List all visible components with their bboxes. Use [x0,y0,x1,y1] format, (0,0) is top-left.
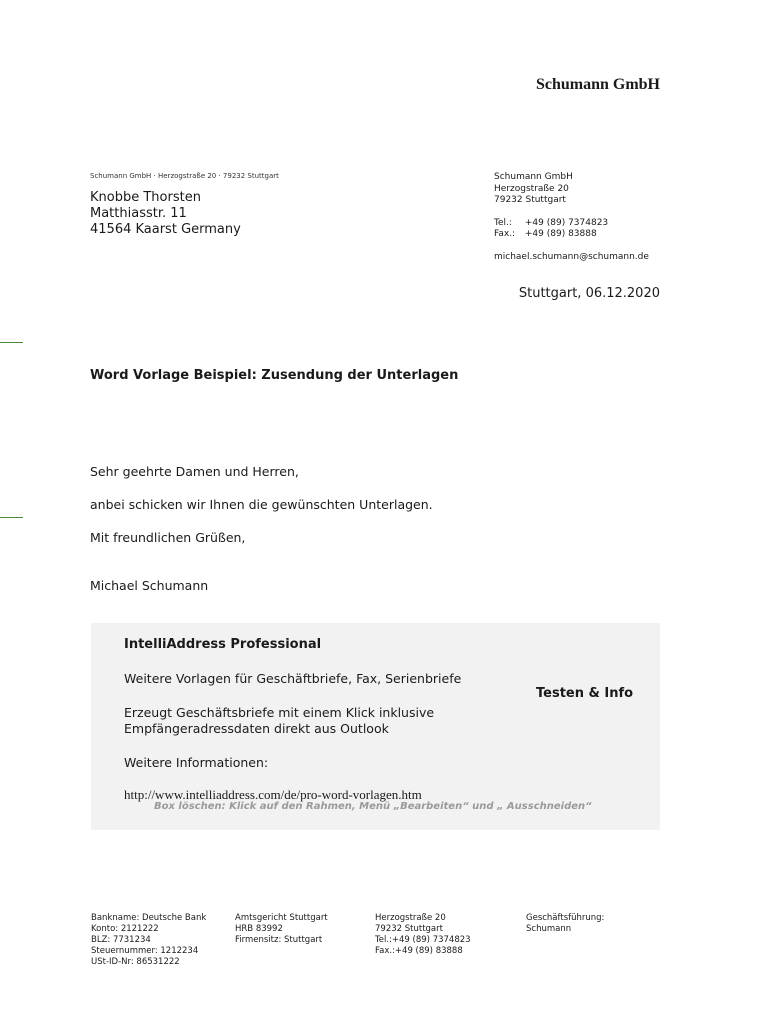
footer-court [235,913,328,946]
recipient-address [90,190,241,238]
letterhead-company: Schumann GmbH [535,76,660,93]
contact-city: 79232 Stuttgart [494,195,566,205]
sender-contact-block [494,172,649,263]
promo-more-info: Weitere Informationen: [124,755,269,770]
footer-bank [91,913,206,968]
body-text: anbei schicken wir Ihnen die gewünschten Unterlagen. [90,497,433,512]
footer-registered-office: Firmensitz: Stuttgart [235,935,323,945]
footer-fax: Fax.:+49 (89) 83888 [375,946,463,956]
promo-line-templates: Weitere Vorlagen für Geschäftbriefe, Fax, Serienbriefe [124,671,462,686]
recipient-street: Matthiasstr. 11 [90,206,187,221]
tel-value: +49 (89) 7374823 [524,217,609,228]
fold-mark-top [0,342,23,343]
footer-city: 79232 Stuttgart [375,924,443,934]
promo-description [124,705,434,737]
salutation: Sehr geehrte Damen und Herren, [90,464,299,479]
footer-address [375,913,471,957]
fold-mark-middle [0,517,23,518]
fax-value: +49 (89) 83888 [524,229,597,239]
signature: Michael Schumann [90,578,209,593]
promo-title: IntelliAddress Professional [124,637,322,652]
promo-description-line-1: Erzeugt Geschäftsbriefe mit einem Klick inklusive [124,705,435,720]
footer-bank-name: Bankname: Deutsche Bank [91,913,207,923]
letter-subject: Word Vorlage Beispiel: Zusendung der Unterlagen [90,368,459,383]
contact-name: Schumann GmbH [494,172,573,182]
footer-management [526,913,604,935]
footer-management-name: Schumann [526,924,572,934]
footer-management-label: Geschäftsführung: [526,913,605,923]
footer-tax-number: Steuernummer: 1212234 [91,946,199,956]
closing: Mit freundlichen Grüßen, [90,530,246,545]
promo-delete-hint: Box löschen: Klick auf den Rahmen, Menü „Bearbeiten“ und „ Ausschneiden“ [154,801,592,812]
footer-bank-blz: BLZ: 7731234 [91,935,151,945]
recipient-city: 41564 Kaarst Germany [90,222,241,237]
promo-link[interactable]: http://www.intelliaddress.com/de/pro-word-vorlagen.htm [124,787,422,802]
contact-street: Herzogstraße 20 [494,183,569,194]
fax-label: Fax.: [494,229,516,239]
promo-description-line-2: Empfängeradressdaten direkt aus Outlook [124,721,389,736]
sender-return-address: Schumann GmbH · Herzogstraße 20 · 79232 Stuttgart [90,172,279,180]
contact-tel [494,218,649,230]
letter-date: Stuttgart, 06.12.2020 [518,286,660,301]
footer-vat-id: USt-ID-Nr: 86531222 [91,957,180,967]
contact-fax [494,229,649,241]
footer-tel: Tel.:+49 (89) 7374823 [375,935,471,945]
test-info-button[interactable]: Testen & Info [536,686,634,701]
recipient-name: Knobbe Thorsten [90,190,201,205]
footer-court-name: Amtsgericht Stuttgart [235,913,328,923]
tel-label: Tel.: [494,217,512,228]
footer-hrb: HRB 83992 [235,924,283,934]
contact-email: michael.schumann@schumann.de [494,251,649,262]
footer-bank-account: Konto: 2121222 [91,924,159,934]
footer-street: Herzogstraße 20 [375,913,446,923]
